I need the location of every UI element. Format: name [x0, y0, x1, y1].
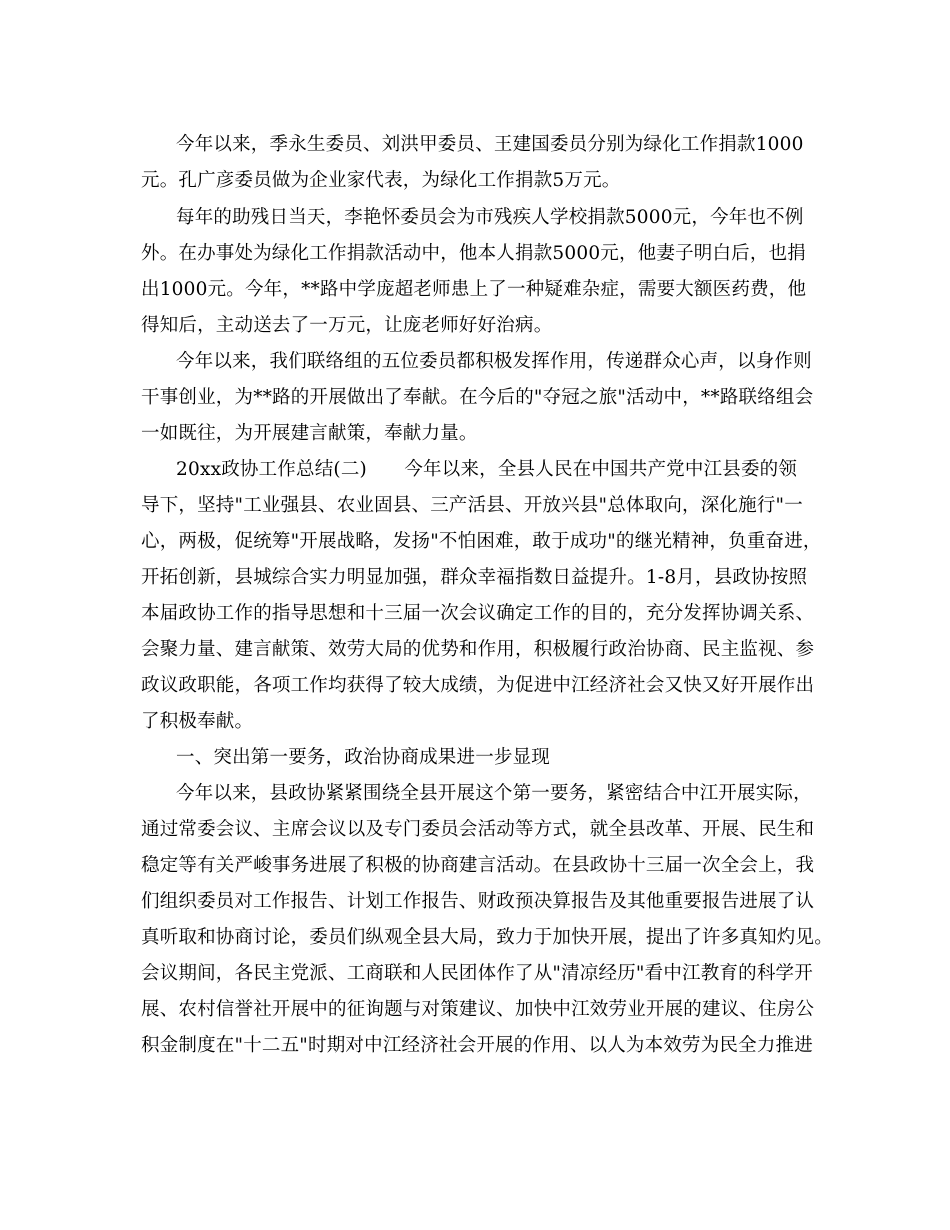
- text-line: 今年以来，季永生委员、刘洪甲委员、王建国委员分别为绿化工作捐款1000: [176, 134, 804, 155]
- text-line: 政议政职能，各项工作均获得了较大成绩，为促进中江经济社会又快又好开展作出: [141, 675, 815, 696]
- text-line: 今年以来，县政协紧紧围绕全县开展这个第一要务，紧密结合中江开展实际，: [176, 783, 812, 804]
- text-line: 每年的助残日当天，李艳怀委员会为市残疾人学校捐款5000元，今年也不例: [176, 207, 804, 228]
- text-line: 一如既往，为开展建言献策，奉献力量。: [141, 423, 478, 444]
- text-line: 心，两极，促统筹"开展战略，发扬"不怕困难，敢于成功"的继光精神，负重奋进，: [141, 531, 822, 552]
- text-line: 展、农村信誉社开展中的征询题与对策建议、加快中江效劳业开展的建议、住房公: [141, 999, 815, 1020]
- text-line: 本届政协工作的指导思想和十三届一次会议确定工作的目的，充分发挥协调关系、: [141, 603, 815, 624]
- text-line: 了积极奉献。: [141, 711, 254, 732]
- text-line: 开拓创新，县城综合实力明显加强，群众幸福指数日益提升。1-8月，县政协按照: [141, 567, 808, 588]
- section-heading: 一、突出第一要务，政治协商成果进一步显现: [176, 747, 551, 768]
- text-line: 通过常委会议、主席会议以及专门委员会活动等方式，就全县改革、开展、民生和: [141, 819, 815, 840]
- text-line: 稳定等有关严峻事务进展了积极的协商建言活动。在县政协十三届一次全会上，我: [141, 855, 815, 876]
- text-line: 得知后，主动送去了一万元，让庞老师好好治病。: [141, 315, 553, 336]
- text-line: 干事创业，为**路的开展做出了奉献。在今后的"夺冠之旅"活动中，**路联络组会: [141, 387, 814, 408]
- text-line: 积金制度在"十二五"时期对中江经济社会开展的作用、以人为本效劳为民全力推进: [141, 1035, 813, 1056]
- text-line: 外。在办事处为绿化工作捐款活动中，他本人捐款5000元，他妻子明白后，也捐: [141, 243, 806, 264]
- section-title-line: 20xx政协工作总结(二) 今年以来，全县人民在中国共产党中江县委的领: [176, 459, 798, 480]
- text-line: 会议期间，各民主党派、工商联和人民团体作了从"清凉经历"看中江教育的科学开: [141, 963, 813, 984]
- text-line: 导下，坚持"工业强县、农业固县、三产活县、开放兴县"总体取向，深化施行"一: [141, 495, 803, 516]
- text-line: 们组织委员对工作报告、计划工作报告、财政预决算报告及其他重要报告进展了认: [141, 891, 815, 912]
- text-line: 真听取和协商讨论，委员们纵观全县大局，致力于加快开展，提出了许多真知灼见。: [141, 927, 833, 948]
- text-line: 会聚力量、建言献策、效劳大局的优势和作用，积极履行政治协商、民主监视、参: [141, 639, 815, 660]
- text-line: 出1000元。今年，**路中学庞超老师患上了一种疑难杂症，需要大额医药费，他: [141, 279, 807, 300]
- text-line: 今年以来，我们联络组的五位委员都积极发挥作用，传递群众心声，以身作则: [176, 351, 812, 372]
- text-line: 元。孔广彦委员做为企业家代表，为绿化工作捐款5万元。: [141, 170, 621, 191]
